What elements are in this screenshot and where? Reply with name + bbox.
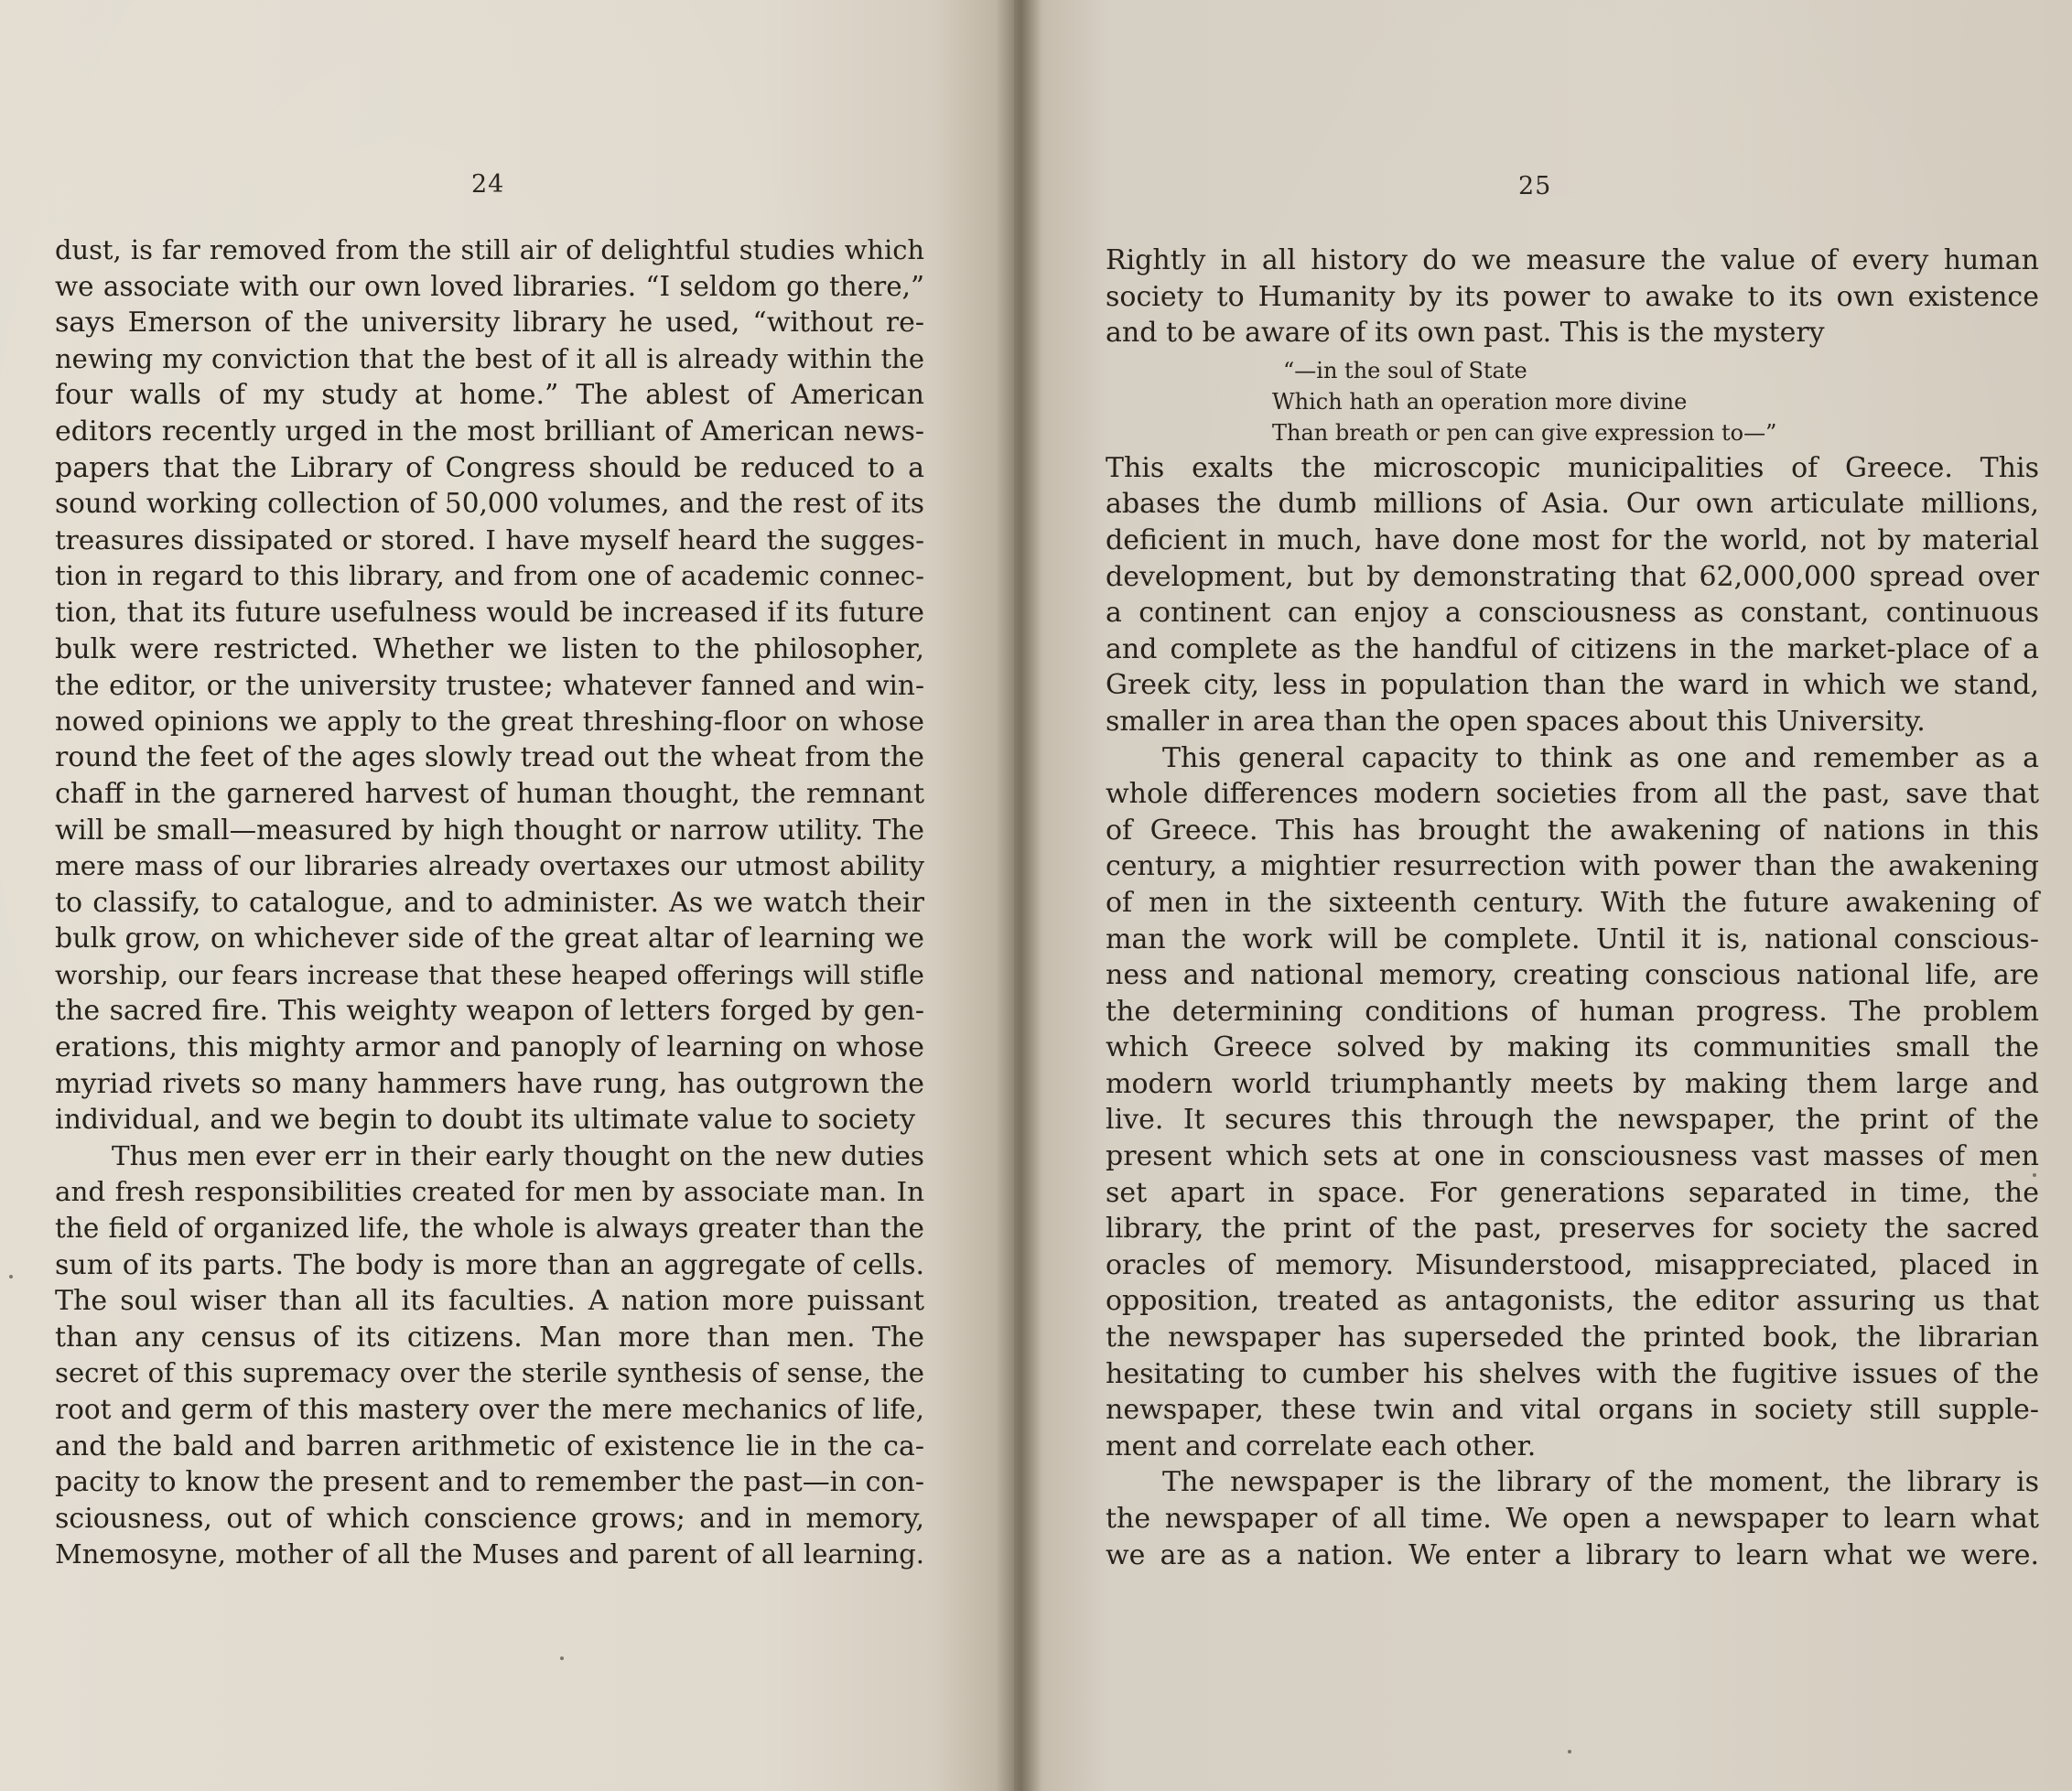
text-line: than any census of its citizens. Man more than men. The: [55, 1321, 924, 1354]
quote-line: “—in the soul of State: [1283, 357, 1527, 383]
text-line: Rightly in all history do we measure the value of every human: [1106, 244, 2039, 276]
text-line: society to Humanity by its power to awake to its own existence: [1106, 280, 2039, 313]
text-line: a continent can enjoy a consciousness as constant, continuous: [1106, 597, 2039, 630]
text-line: which Greece solved by making its communities small the: [1106, 1031, 2039, 1064]
text-line: newing my conviction that the best of it all is already within the: [55, 342, 924, 374]
quote-line: Which hath an operation more divine: [1272, 388, 1688, 415]
left-page-text: [55, 232, 924, 1573]
text-line: This exalts the microscopic municipalities of Greece. This: [1106, 451, 2039, 484]
text-line: abases the dumb millions of Asia. Our own articulate millions,: [1106, 488, 2039, 521]
text-line: dust, is far removed from the still air of delightful studies which: [55, 234, 924, 265]
text-line: of Greece. This has brought the awakening of nations in this: [1106, 814, 2039, 847]
text-line: whole differences modern societies from all the past, save that: [1106, 778, 2039, 811]
right-page-number: 25: [1518, 172, 1552, 200]
text-line: set apart in space. For generations separated in time, the: [1106, 1176, 2039, 1209]
text-line: the editor, or the university trustee; whatever fanned and win-: [55, 669, 924, 702]
text-line: and complete as the handful of citizens in the market-place of a: [1106, 632, 2039, 665]
text-line: opposition, treated as antagonists, the editor assuring us that: [1106, 1285, 2039, 1318]
text-line: present which sets at one in consciousness vast masses of men: [1106, 1140, 2039, 1173]
text-line: editors recently urged in the most brilliant of American news-: [55, 415, 924, 448]
text-line: deficient in much, have done most for the world, not by material: [1106, 523, 2039, 556]
text-line: we are as a nation. We enter a library to learn what we were.: [1106, 1538, 2039, 1571]
left-page: [0, 0, 1014, 1791]
text-line: worship, our fears increase that these heaped offerings will stifle: [55, 959, 924, 990]
text-line: we associate with our own loved libraries. “I seldom go there,”: [55, 270, 924, 302]
paper-speck: [2033, 1173, 2036, 1177]
text-line: and fresh responsibilities created for men by associate man. In: [55, 1176, 924, 1208]
text-line: oracles of memory. Misunderstood, misappreciated, placed in: [1106, 1248, 2039, 1281]
text-line: erations, this mighty armor and panoply of learning on whose: [55, 1031, 924, 1064]
text-line: hesitating to cumber his shelves with the fugitive issues of the: [1106, 1357, 2039, 1390]
quote-line: Than breath or pen can give expression to—”: [1272, 419, 1777, 446]
text-line: Mnemosyne, mother of all the Muses and parent of all learning.: [55, 1538, 924, 1570]
text-line: and to be aware of its own past. This is the mystery: [1106, 317, 1825, 350]
text-line: The newspaper is the library of the moment, the library is: [1162, 1466, 2039, 1499]
text-line: the field of organized life, the whole is always greater than the: [55, 1213, 924, 1245]
text-line: chaff in the garnered harvest of human thought, the remnant: [55, 777, 924, 810]
text-line: tion in regard to this library, and from one of academic connec-: [55, 560, 924, 592]
paper-speck: [560, 1656, 564, 1660]
text-line: century, a mightier resurrection with power than the awakening: [1106, 850, 2039, 883]
text-line: secret of this supremacy over the sterile synthesis of sense, the: [55, 1357, 924, 1389]
text-line: four walls of my study at home.” The ablest of American: [55, 379, 924, 412]
text-line: of men in the sixteenth century. With the future awakening of: [1106, 886, 2039, 919]
text-line: newspaper, these twin and vital organs in society still supple-: [1106, 1394, 2039, 1427]
text-line: Thus men ever err in their early thought on the new duties: [112, 1139, 924, 1171]
text-line: live. It secures this through the newspaper, the print of the: [1106, 1104, 2039, 1137]
text-line: will be small—measured by high thought or narrow utility. The: [55, 814, 924, 846]
text-line: tion, that its future usefulness would be increased if its future: [55, 596, 924, 629]
text-line: treasures dissipated or stored. I have myself heard the sugges-: [55, 523, 924, 556]
text-line: ment and correlate each other.: [1106, 1430, 1537, 1462]
text-line: smaller in area than the open spaces about this University.: [1106, 705, 1926, 738]
text-line: root and germ of this mastery over the mere mechanics of life,: [55, 1394, 924, 1425]
text-line: sciousness, out of which conscience grows; and in memory,: [55, 1502, 924, 1535]
text-line: the newspaper has superseded the printed book, the librarian: [1106, 1322, 2039, 1354]
text-line: This general capacity to think as one and remember as a: [1162, 741, 2039, 774]
text-line: individual, and we begin to doubt its ultimate value to society: [55, 1104, 916, 1137]
text-line: Greek city, less in population than the ward in which we stand,: [1106, 669, 2039, 702]
text-line: bulk were restricted. Whether we listen to the philosopher,: [55, 632, 924, 665]
text-line: myriad rivets so many hammers have rung, has outgrown the: [55, 1067, 924, 1100]
text-line: The soul wiser than all its faculties. A nation more puissant: [55, 1285, 924, 1318]
text-line: development, but by demonstrating that 62,000,000 spread over: [1106, 560, 2039, 593]
text-line: man the work will be complete. Until it is, national conscious-: [1106, 922, 2039, 955]
text-line: bulk grow, on whichever side of the great altar of learning we: [55, 922, 924, 955]
text-line: round the feet of the ages slowly tread out the wheat from the: [55, 741, 924, 774]
text-line: to classify, to catalogue, and to administer. As we watch their: [55, 886, 924, 919]
text-line: library, the print of the past, preserves for society the sacred: [1106, 1213, 2039, 1246]
text-line: ness and national memory, creating conscious national life, are: [1106, 959, 2039, 992]
text-line: sound working collection of 50,000 volumes, and the rest of its: [55, 488, 924, 520]
paper-speck: [1568, 1750, 1571, 1753]
text-line: and the bald and barren arithmetic of existence lie in the ca-: [55, 1430, 924, 1462]
text-line: nowed opinions we apply to the great threshing-floor on whose: [55, 705, 924, 737]
text-line: pacity to know the present and to remember the past—in con-: [55, 1466, 924, 1499]
paper-speck: [9, 1275, 13, 1279]
text-line: the newspaper of all time. We open a newspaper to learn what: [1106, 1503, 2039, 1535]
text-line: says Emerson of the university library he used, “without re-: [55, 307, 924, 340]
text-line: the determining conditions of human progress. The problem: [1106, 995, 2039, 1028]
verse-quotation: [1106, 355, 2039, 448]
text-line: modern world triumphantly meets by making them large and: [1106, 1067, 2039, 1100]
text-line: sum of its parts. The body is more than an aggregate of cells.: [55, 1248, 924, 1281]
text-line: papers that the Library of Congress should be reduced to a: [55, 451, 924, 484]
left-page-number: 24: [471, 170, 505, 199]
right-page: [1014, 0, 2072, 1791]
book-gutter: [996, 0, 1041, 1791]
right-page-text: [1106, 243, 2039, 1573]
text-line: the sacred fire. This weighty weapon of letters forged by gen-: [55, 995, 924, 1028]
text-line: mere mass of our libraries already overtaxes our utmost ability: [55, 850, 924, 882]
